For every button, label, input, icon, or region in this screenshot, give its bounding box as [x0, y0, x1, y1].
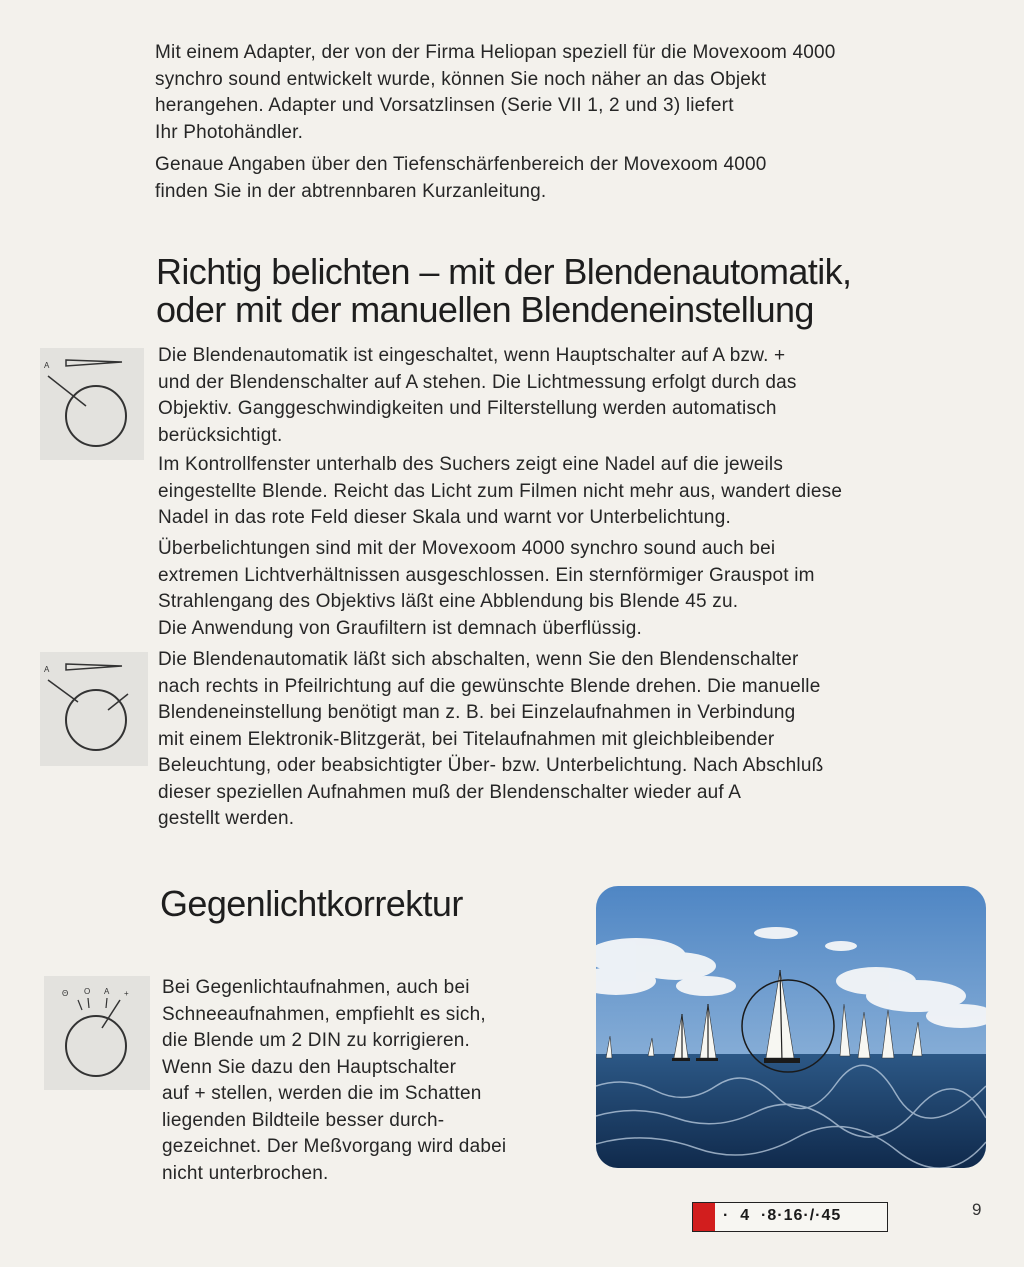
red-warning-field: [693, 1203, 715, 1231]
text-line: herangehen. Adapter und Vorsatzlinsen (Serie VII 1, 2 und 3) liefert: [155, 95, 734, 116]
text-line: Schneeaufnahmen, empfiehlt es sich,: [162, 1003, 486, 1025]
text-line: liegenden Bildteile besser durch-: [162, 1109, 445, 1131]
text-line: nicht unterbrochen.: [162, 1162, 329, 1184]
text-line: und der Blendenschalter auf A stehen. Die Lichtmessung erfolgt durch das: [158, 371, 797, 393]
intro-paragraph-2: [155, 152, 767, 205]
text-line: Nadel in das rote Feld dieser Skala und warnt vor Unterbelichtung.: [158, 507, 731, 528]
icon-label: Θ: [62, 989, 69, 998]
text-line: Die Anwendung von Graufiltern ist demnach überflüssig.: [158, 617, 642, 639]
text-line: Überbelichtungen sind mit der Movexoom 4000 synchro sound auch bei: [158, 538, 776, 559]
text-line: gestellt werden.: [158, 808, 295, 829]
intro-paragraph-1: [155, 40, 836, 146]
icon-label: +: [124, 989, 129, 998]
icon-label: O: [84, 987, 91, 996]
blenden-scale: [692, 1202, 888, 1232]
text-line: berücksichtigt.: [158, 424, 283, 446]
text-line: eingestellte Blende. Reicht das Licht zum Filmen nicht mehr aus, wandert diese: [158, 480, 843, 502]
text-line: nach rechts in Pfeilrichtung auf die gewünschte Blende drehen. Die manuelle: [158, 675, 821, 697]
icon-label: A: [104, 987, 110, 996]
section-heading-belichten: [156, 253, 851, 329]
text-line: Objektiv. Ganggeschwindigkeiten und Filterstellung werden automatisch: [158, 398, 777, 419]
heading-line: Richtig belichten – mit der Blendenautomatik,: [156, 251, 852, 292]
blendenschalter-manuell-icon: [40, 652, 148, 766]
text-line: finden Sie in der abtrennbaren Kurzanleitung.: [155, 180, 547, 202]
heading-line: oder mit der manuellen Blendeneinstellung: [156, 289, 814, 330]
text-line: Die Blendenautomatik läßt sich abschalten, wenn Sie den Blendenschalter: [158, 649, 799, 670]
icon-label: A: [44, 361, 50, 370]
paragraph-gegenlicht: [162, 975, 506, 1187]
text-line: gezeichnet. Der Meßvorgang wird dabei: [162, 1136, 507, 1157]
icon-label: A: [44, 665, 50, 674]
text-line: Strahlengang des Objektivs läßt eine Abblendung bis Blende 45 zu.: [158, 591, 739, 612]
section-heading-gegenlicht: Gegenlichtkorrektur: [160, 883, 463, 924]
blendenschalter-a-icon: [40, 348, 144, 460]
text-line: Bei Gegenlichtaufnahmen, auch bei: [162, 977, 470, 998]
text-line: Ihr Photohändler.: [155, 121, 304, 143]
text-line: dieser speziellen Aufnahmen muß der Blendenschalter wieder auf A: [158, 781, 742, 803]
page-number: 9: [972, 1200, 982, 1219]
paragraph-manuell: [158, 647, 823, 833]
text-line: Im Kontrollfenster unterhalb des Suchers zeigt eine Nadel auf die jeweils: [158, 454, 784, 475]
hauptschalter-icon: [44, 976, 150, 1090]
text-line: mit einem Elektronik-Blitzgerät, bei Titelaufnahmen mit gleichbleibender: [158, 728, 775, 750]
paragraph-ueberbelichtung: [158, 536, 815, 642]
text-line: Die Blendenautomatik ist eingeschaltet, wenn Hauptschalter auf A bzw. +: [158, 345, 786, 366]
text-line: extremen Lichtverhältnissen ausgeschlossen. Ein sternförmiger Grauspot im: [158, 564, 815, 586]
text-line: Wenn Sie dazu den Hauptschalter: [162, 1056, 457, 1078]
scale-values: · 4 ·8·16·/·45: [723, 1207, 842, 1224]
sailboat-photo: [596, 886, 986, 1168]
text-line: Beleuchtung, oder beabsichtigter Über- bzw. Unterbelichtung. Nach Abschluß: [158, 755, 824, 776]
text-line: auf + stellen, werden die im Schatten: [162, 1083, 482, 1104]
text-line: Blendeneinstellung benötigt man z. B. bei Einzelaufnahmen in Verbindung: [158, 702, 796, 723]
paragraph-kontrollfenster: [158, 452, 842, 532]
text-line: Mit einem Adapter, der von der Firma Heliopan speziell für die Movexoom 4000: [155, 42, 836, 63]
paragraph-automatik: [158, 343, 797, 449]
text-line: die Blende um 2 DIN zu korrigieren.: [162, 1030, 470, 1051]
text-line: synchro sound entwickelt wurde, können Sie noch näher an das Objekt: [155, 68, 767, 90]
text-line: Genaue Angaben über den Tiefenschärfenbereich der Movexoom 4000: [155, 154, 767, 175]
